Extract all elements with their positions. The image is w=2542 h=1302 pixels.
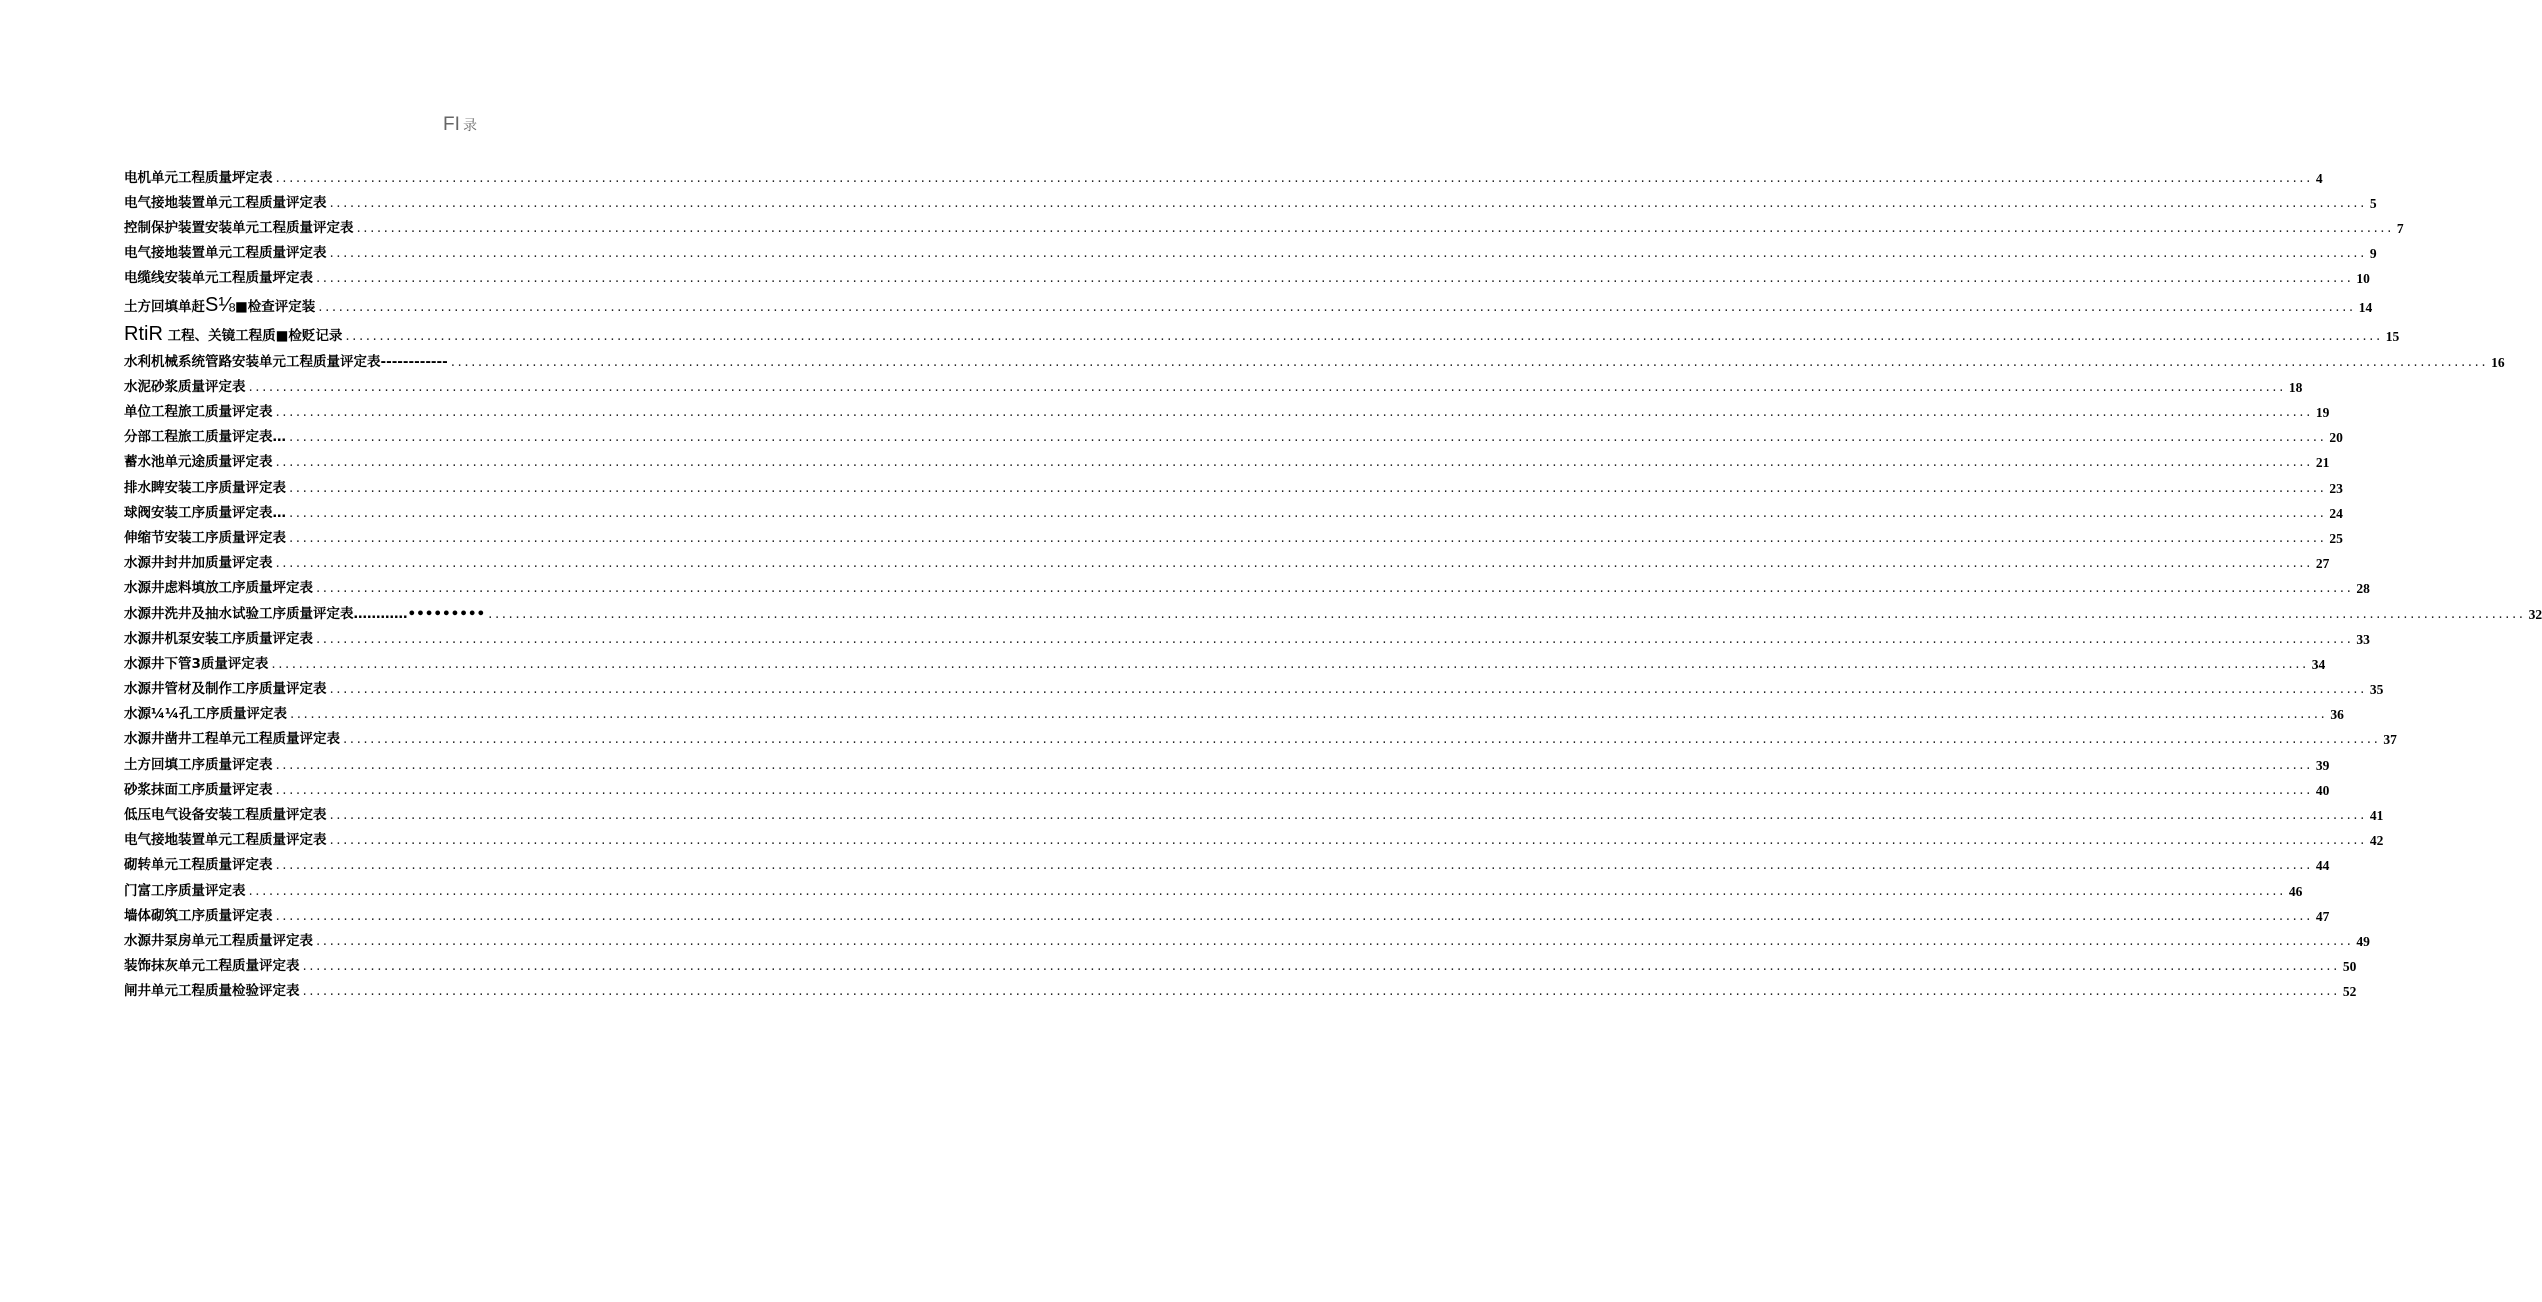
toc-entry[interactable] — [124, 545, 2330, 572]
toc-entry-page: 47 — [2315, 908, 2330, 924]
dot-leader: ............................................................................................................................................................................................................................................................................................................ — [275, 454, 2313, 471]
toc-entry-label: 砌转单元工程质量评定表 — [124, 857, 273, 874]
dot-leader: ............................................................................................................................................................................................................................................................................................................ — [345, 328, 2383, 345]
toc-entry-label: 电缆线安装单元工程质量坪定表 — [124, 270, 313, 287]
toc-entry-page: 18 — [2288, 379, 2303, 395]
toc-entry[interactable] — [124, 722, 2397, 748]
toc-entry-label: 水源井管材及制作工序质量评定表 — [124, 681, 327, 698]
toc-entry-page: 19 — [2315, 405, 2330, 420]
toc-entry[interactable] — [124, 671, 2384, 698]
toc-entry-page: 21 — [2315, 455, 2330, 471]
dot-leader: ............................................................................................................................................................................................................................................................................................................ — [316, 932, 2354, 949]
dot-leader: ............................................................................................................................................................................................................................................................................................................ — [450, 353, 2489, 370]
toc-entry-label: 控制保护装置安装单元工程质量评定表 — [124, 220, 354, 237]
dot-leader: ............................................................................................................................................................................................................................................................................................................ — [302, 983, 2340, 1000]
toc-entry[interactable] — [124, 420, 2343, 446]
toc-entry[interactable] — [124, 470, 2343, 496]
dot-leader: ............................................................................................................................................................................................................................................................................................................ — [329, 245, 2367, 262]
toc-entry[interactable] — [124, 369, 2303, 395]
dot-leader: ............................................................................................................................................................................................................................................................................................................ — [275, 404, 2313, 420]
dot-leader: ............................................................................................................................................................................................................................................................................................................ — [275, 857, 2313, 874]
toc-entry-label — [124, 295, 315, 315]
toc-entry-label: 水利机械系统管路安装单元工程质量评定表‐‐‐‐‐‐‐‐‐‐‐‐ — [124, 353, 448, 370]
toc-entry-page: 24 — [2329, 505, 2343, 521]
toc-entry-label: 水源井泵房单元工程质量评定表 — [124, 932, 313, 949]
label-part: ■检查评定装 — [235, 298, 316, 315]
toc-entry[interactable] — [124, 261, 2370, 287]
toc-entry[interactable] — [124, 210, 2404, 237]
toc-entry[interactable] — [124, 394, 2330, 420]
toc-entry-page: 44 — [2315, 858, 2330, 874]
toc-entry-label: 电气接地装置单元工程质量评定表 — [124, 245, 327, 262]
toc-entry-page: 15 — [2385, 329, 2400, 345]
toc-entry-label: 水源井机泵安装工序质量评定表 — [124, 630, 313, 647]
toc-entry[interactable] — [124, 315, 2400, 345]
dot-leader: ............................................................................................................................................................................................................................................................................................................ — [316, 270, 2354, 287]
toc-entry[interactable] — [124, 495, 2343, 521]
toc-entry-label: 土方回填工序质量评定表 — [124, 756, 273, 773]
toc-entry-page: 40 — [2315, 782, 2330, 798]
dot-leader: ............................................................................................................................................................................................................................................................................................................ — [302, 958, 2340, 975]
toc-entry[interactable] — [124, 948, 2357, 975]
toc-entry-label: 水泥砂浆质量评定表 — [124, 378, 246, 395]
dot-leader: ............................................................................................................................................................................................................................................................................................................ — [275, 169, 2313, 186]
toc-entry-page: 37 — [2383, 732, 2397, 748]
toc-entry-page: 4 — [2315, 170, 2323, 186]
dot-leader: ............................................................................................................................................................................................................................................................................................................ — [318, 299, 2356, 316]
toc-entry[interactable] — [124, 160, 2323, 186]
toc-entry-page: 42 — [2369, 833, 2384, 849]
dot-leader: ............................................................................................................................................................................................................................................................................................................ — [329, 194, 2367, 211]
toc-entry-label: 水源井凿井工程单元工程质量评定表 — [124, 731, 340, 748]
toc-entry-page: 35 — [2369, 682, 2384, 698]
dot-leader: ............................................................................................................................................................................................................................................................................................................ — [289, 504, 2327, 521]
toc-entry[interactable] — [124, 797, 2384, 823]
dot-leader: ............................................................................................................................................................................................................................................................................................................ — [316, 580, 2354, 597]
toc-entry[interactable] — [124, 236, 2377, 262]
toc-entry-page: 16 — [2491, 354, 2505, 370]
toc-entry-label: 装饰抹灰单元工程质量评定表 — [124, 958, 300, 975]
toc-entry-label: 分部工程旅工质量评定表… — [124, 429, 286, 446]
toc-entry[interactable] — [124, 898, 2330, 924]
toc-entry[interactable] — [124, 823, 2384, 849]
toc-entry[interactable] — [124, 646, 2326, 672]
toc-entry-label — [124, 324, 342, 344]
toc-entry[interactable] — [124, 621, 2370, 647]
toc-entry-label: 伸缩节安装工序质量评定表 — [124, 529, 286, 546]
label-part: 工程、关镜工程质■检贬记录 — [167, 327, 343, 344]
toc-entry[interactable] — [124, 185, 2377, 211]
toc-entry-label: 单位工程旅工质量评定表 — [124, 404, 273, 420]
dot-leader: ............................................................................................................................................................................................................................................................................................................ — [289, 479, 2327, 496]
dot-leader: ............................................................................................................................................................................................................................................................................................................ — [271, 655, 2309, 672]
toc-entry-page: 28 — [2356, 581, 2370, 597]
toc-entry-page: 5 — [2369, 195, 2377, 211]
toc-entry-label: 球阀安装工序质量评定表… — [124, 504, 286, 521]
toc-entry-page: 9 — [2369, 246, 2377, 262]
dot-leader: ............................................................................................................................................................................................................................................................................................................ — [275, 756, 2313, 773]
toc-entry-page: 27 — [2315, 556, 2330, 572]
label-garbled-part: RtiR — [124, 322, 163, 345]
toc-entry[interactable] — [124, 772, 2330, 798]
toc-entry-label: 水源井封井加质量评定表 — [124, 555, 273, 572]
dot-leader: ............................................................................................................................................................................................................................................................................................................ — [488, 605, 2526, 622]
toc-entry-label: 电气接地装置单元工程质量评定表 — [124, 832, 327, 849]
label-garbled-part: S⅛ — [205, 293, 236, 316]
toc-entry-label: 电气接地装置单元工程质量评定表 — [124, 194, 327, 211]
toc-entry-page: 33 — [2356, 631, 2370, 647]
toc-entry-page: 10 — [2356, 271, 2370, 287]
toc-entry-label: 水源井虑料填放工序质量坪定表 — [124, 580, 313, 597]
toc-entry-page: 34 — [2311, 656, 2326, 672]
dot-leader: ............................................................................................................................................................................................................................................................................................................ — [343, 731, 2381, 748]
dot-leader: ............................................................................................................................................................................................................................................................................................................ — [329, 681, 2367, 698]
toc-entry[interactable] — [124, 747, 2330, 773]
dot-leader: ............................................................................................................................................................................................................................................................................................................ — [329, 807, 2367, 823]
dot-leader: ............................................................................................................................................................................................................................................................................................................ — [289, 529, 2327, 546]
dot-leader: ............................................................................................................................................................................................................................................................................................................ — [316, 630, 2354, 647]
toc-entry-label: 排水睥安装工序质量评定表 — [124, 479, 286, 496]
toc-entry-label: 砂浆抹面工序质量评定表 — [124, 781, 273, 798]
toc-entry-page: 7 — [2396, 221, 2404, 237]
toc-entry-label: 水源井下管3质量评定表 — [124, 655, 269, 672]
toc-entry-page: 41 — [2369, 808, 2384, 823]
toc-entry-page: 20 — [2329, 430, 2343, 446]
toc-entry-page: 39 — [2315, 757, 2330, 773]
title-small: 录 — [462, 117, 477, 133]
toc-entry-label: 水源¼¼孔工序质量评定表 — [124, 706, 287, 723]
title-main: FI — [443, 114, 460, 135]
toc-entry-label: 门富工序质量评定表 — [124, 882, 246, 899]
toc-entry-label: 电机单元工程质量坪定表 — [124, 169, 273, 186]
dot-leader: ............................................................................................................................................................................................................................................................................................................ — [248, 882, 2286, 899]
toc-entry-page: 46 — [2288, 883, 2303, 899]
dot-leader: ............................................................................................................................................................................................................................................................................................................ — [248, 378, 2286, 395]
toc-entry-label: 墙体砌筑工序质量评定表 — [124, 907, 273, 924]
toc-entry-label: 水源井洗井及抽水试验工序质量评定表…………••••••••• — [124, 605, 486, 622]
toc-entry[interactable] — [124, 520, 2343, 546]
toc-entry-label: 低压电气设备安装工程质量评定表 — [124, 807, 327, 823]
dot-leader: ............................................................................................................................................................................................................................................................................................................ — [329, 832, 2367, 849]
table-of-contents — [124, 160, 2542, 1000]
toc-entry-page: 23 — [2329, 480, 2343, 496]
toc-entry-page: 25 — [2329, 530, 2343, 546]
toc-entry[interactable] — [124, 344, 2505, 370]
toc-entry[interactable] — [124, 923, 2370, 949]
toc-entry-label: 闸井单元工程质量检验评定表 — [124, 983, 300, 1000]
toc-entry[interactable] — [124, 848, 2330, 874]
toc-entry[interactable] — [124, 873, 2303, 899]
toc-entry[interactable] — [124, 571, 2370, 597]
toc-entry-label: 蓄水池单元途质量评定表 — [124, 454, 273, 471]
toc-entry-page: 14 — [2358, 300, 2373, 316]
toc-entry-page: 32 — [2528, 606, 2542, 622]
toc-entry[interactable] — [124, 286, 2373, 316]
page-title — [0, 114, 920, 136]
dot-leader: ............................................................................................................................................................................................................................................................................................................ — [275, 555, 2313, 572]
toc-entry-page: 36 — [2330, 707, 2344, 723]
dot-leader: ............................................................................................................................................................................................................................................................................................................ — [275, 907, 2313, 924]
toc-entry-page: 50 — [2342, 959, 2357, 975]
toc-entry[interactable] — [124, 596, 2542, 622]
dot-leader: ............................................................................................................................................................................................................................................................................................................ — [356, 220, 2394, 237]
toc-entry[interactable] — [124, 697, 2344, 723]
toc-entry-page: 49 — [2356, 933, 2370, 949]
toc-entry-page: 52 — [2342, 984, 2357, 1000]
dot-leader: ............................................................................................................................................................................................................................................................................................................ — [275, 781, 2313, 798]
toc-entry[interactable] — [124, 445, 2330, 471]
dot-leader: ............................................................................................................................................................................................................................................................................................................ — [289, 429, 2327, 446]
dot-leader: ............................................................................................................................................................................................................................................................................................................ — [289, 706, 2328, 723]
label-part: 土方回填单赶 — [124, 298, 205, 315]
toc-entry[interactable] — [124, 974, 2357, 1000]
